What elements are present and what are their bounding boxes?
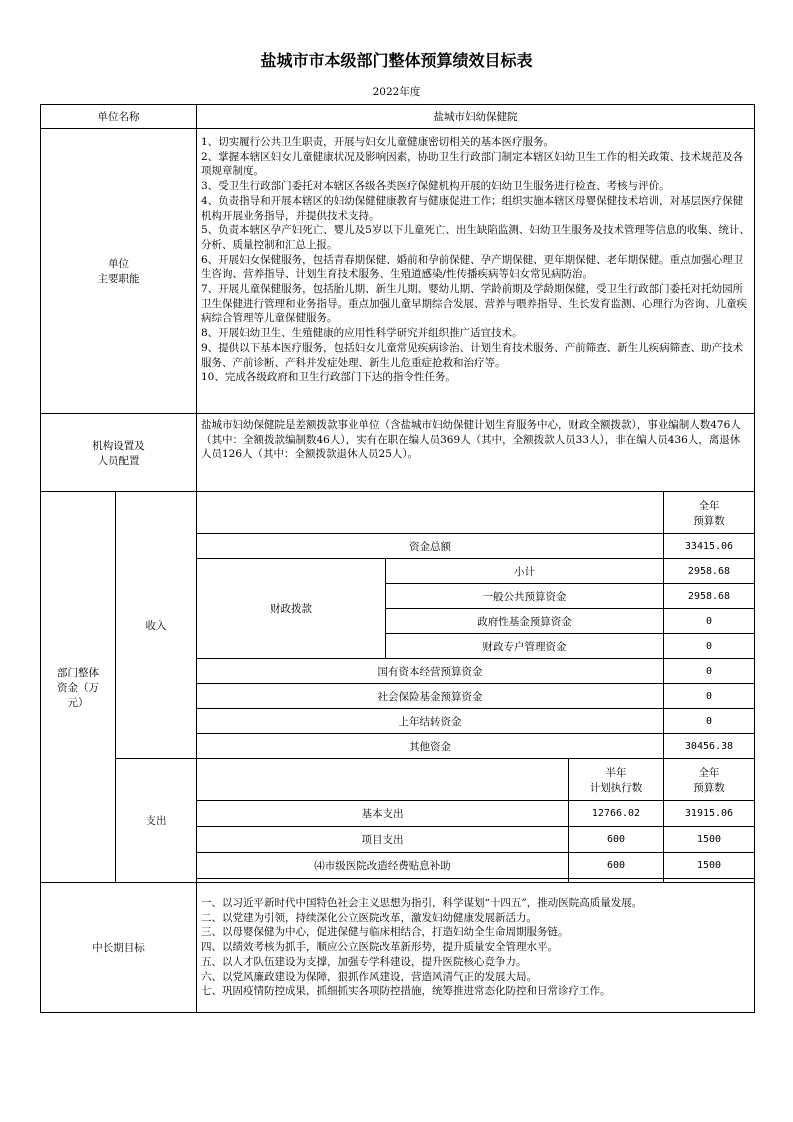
org-text: 盐城市妇幼保健院是差额拨款事业单位（含盐城市妇幼保健计划生育服务中心，财政全额拨款），事业编制人数476人（其中：全额拨款编制数46人），实有在职在编人员369人（其中，全额拨款人员33人），非在编人员436人，离退休人员126人（其中：全额拨款退休人员25人）。 bbox=[201, 419, 741, 461]
duty-item: 4、负责指导和开展本辖区的妇幼保健健康教育与健康促进工作；组织实施本辖区母婴保健技术培训，对基层医疗保健机构开展业务指导，并提供技术支持。 bbox=[201, 194, 744, 222]
duty-item: 9、提供以下基本医疗服务，包括妇女儿童常见疾病诊治、计划生育技术服务、产前筛查、新生儿疾病筛查、助产技术服务、产前诊断、产科并发症处理、新生儿危重症抢救和治疗等。 bbox=[201, 341, 744, 369]
goal-item: 四、以绩效考核为抓手，顺应公立医院改革新形势，提升质量安全管理水平。 bbox=[201, 941, 558, 954]
income-row-label: 国有资本经营预算资金 bbox=[197, 659, 664, 684]
duty-item: 8、开展妇幼卫生、生殖健康的应用性科学研究并组织推广适宜技术。 bbox=[201, 327, 523, 340]
expense-header-row bbox=[41, 759, 755, 801]
expense-row-label: 基本支出 bbox=[197, 801, 569, 827]
goals-content bbox=[197, 883, 755, 1013]
fiscal-row-value: 0 bbox=[664, 609, 755, 634]
fiscal-row-label: 小计 bbox=[386, 559, 664, 584]
income-header-line2: 预算数 bbox=[693, 514, 725, 527]
duties-label-line1: 单位 bbox=[108, 258, 129, 270]
income-header-annual bbox=[664, 492, 755, 534]
fiscal-row-value: 0 bbox=[664, 634, 755, 659]
expense-label: 支出 bbox=[116, 759, 197, 883]
org-label-line2: 人员配置 bbox=[97, 454, 140, 467]
expense-header-half-line2: 计划执行数 bbox=[589, 781, 643, 794]
income-row-label: 社会保险基金预算资金 bbox=[197, 684, 664, 709]
goal-item: 六、以党风廉政建设为保障，狠抓作风建设，营造风清气正的发展大局。 bbox=[201, 970, 537, 983]
duty-item: 2、掌握本辖区妇女儿童健康状况及影响因素，协助卫生行政部门制定本辖区妇幼卫生工作的相关政策、技术规范及各项规章制度。 bbox=[201, 150, 744, 178]
org-row bbox=[41, 414, 755, 492]
fiscal-year: 2022年度 bbox=[372, 86, 421, 98]
funds-label bbox=[41, 492, 116, 883]
funds-label-line2: 资金（万 bbox=[57, 681, 99, 694]
income-label: 收入 bbox=[116, 492, 197, 759]
expense-header-half bbox=[569, 759, 664, 801]
expense-header-full-line1: 全年 bbox=[698, 766, 720, 779]
income-row-value: 0 bbox=[664, 659, 755, 684]
expense-header-full bbox=[664, 759, 755, 801]
income-total-value: 33415.06 bbox=[664, 534, 755, 559]
budget-table bbox=[40, 104, 755, 1013]
duty-item: 5、负责本辖区孕产妇死亡、婴儿及5岁以下儿童死亡、出生缺陷监测、妇幼卫生服务及技术管理等信息的收集、统计、分析、质量控制和汇总上报。 bbox=[201, 224, 750, 251]
fiscal-label: 财政拨款 bbox=[197, 559, 386, 659]
fiscal-row-label: 政府性基金预算资金 bbox=[386, 609, 664, 634]
funds-label-line1: 部门整体 bbox=[57, 666, 99, 679]
duties-row bbox=[41, 129, 755, 414]
income-row-value: 0 bbox=[664, 684, 755, 709]
goal-item: 五、以人才队伍建设为支撑，加强专学科建设，提升医院核心竞争力。 bbox=[201, 955, 527, 968]
expense-row-full: 1500 bbox=[664, 853, 755, 879]
income-total-label: 资金总额 bbox=[197, 534, 664, 559]
duty-item: 6、开展妇女保健服务，包括青春期保健、婚前和孕前保健、孕产期保健、更年期保健、老年期保健。重点加强心理卫生咨询、营养指导、计划生育技术服务、生殖道感染/性传播疾病等妇女常见病防治。 bbox=[201, 253, 744, 281]
duties-label bbox=[41, 129, 197, 414]
expense-header-half-line1: 半年 bbox=[605, 766, 627, 779]
unit-row bbox=[41, 105, 755, 129]
duties-content bbox=[197, 129, 755, 414]
funds-label-line3: 元） bbox=[67, 696, 89, 709]
income-row-value: 0 bbox=[664, 709, 755, 734]
income-row-label: 其他资金 bbox=[197, 734, 664, 759]
unit-label: 单位名称 bbox=[41, 105, 197, 129]
expense-row-label: 项目支出 bbox=[197, 827, 569, 853]
expense-row-half: 600 bbox=[569, 827, 664, 853]
duty-item: 10、完成各级政府和卫生行政部门下达的指令性任务。 bbox=[201, 371, 456, 384]
page-title: 盐城市市本级部门整体预算绩效目标表 bbox=[260, 51, 533, 70]
fiscal-row-label: 财政专户管理资金 bbox=[386, 634, 664, 659]
income-header-line1: 全年 bbox=[698, 499, 720, 512]
income-header-blank bbox=[197, 492, 664, 534]
goal-item: 一、以习近平新时代中国特色社会主义思想为指引，科学谋划“十四五”，推动医院高质量发展。 bbox=[201, 897, 643, 910]
org-label bbox=[41, 414, 197, 492]
fiscal-row-label: 一般公共预算资金 bbox=[386, 584, 664, 609]
income-row-label: 上年结转资金 bbox=[197, 709, 664, 734]
goals-label: 中长期目标 bbox=[41, 883, 197, 1013]
org-content bbox=[197, 414, 755, 492]
fiscal-row-value: 2958.68 bbox=[664, 584, 755, 609]
duty-item: 7、开展儿童保健服务，包括胎儿期、新生儿期、婴幼儿期、学龄前期及学龄期保健，受卫生行政部门委托对托幼园所卫生保健进行管理和业务指导。重点加强儿童早期综合发展、营养与喂养指导、生长发育监测、心理行为咨询、儿童疾病综合管理等儿童保健服务。 bbox=[201, 283, 747, 325]
goals-row bbox=[41, 883, 755, 1013]
duty-item: 3、受卫生行政部门委托对本辖区各级各类医疗保健机构开展的妇幼卫生服务进行检查、考核与评价。 bbox=[201, 180, 670, 193]
duties-label-line2: 主要职能 bbox=[97, 273, 140, 285]
expense-header-full-line2: 预算数 bbox=[693, 781, 725, 794]
unit-value: 盐城市妇幼保健院 bbox=[197, 105, 755, 129]
income-header-row bbox=[41, 492, 755, 534]
goal-item: 三、以母婴保健为中心，促进保健与临床相结合，打造妇幼全生命周期服务链。 bbox=[201, 926, 569, 939]
expense-row-half: 12766.02 bbox=[569, 801, 664, 827]
duty-item: 1、切实履行公共卫生职责，开展与妇女儿童健康密切相关的基本医疗服务。 bbox=[201, 136, 555, 148]
expense-row-full: 31915.06 bbox=[664, 801, 755, 827]
goal-item: 二、以党建为引领，持续深化公立医院改革，激发妇幼健康发展新活力。 bbox=[201, 911, 537, 924]
expense-row-label: ⑷市级医院改造经费贴息补助 bbox=[197, 853, 569, 879]
income-row-value: 30456.38 bbox=[664, 734, 755, 759]
expense-row-full: 1500 bbox=[664, 827, 755, 853]
expense-header-blank bbox=[197, 759, 569, 801]
fiscal-row-value: 2958.68 bbox=[664, 559, 755, 584]
expense-row-half: 600 bbox=[569, 853, 664, 879]
goal-item: 七、巩固疫情防控成果，抓细抓实各项防控措施，统筹推进常态化防控和日常诊疗工作。 bbox=[201, 985, 611, 998]
org-label-line1: 机构设置及 bbox=[92, 439, 145, 452]
